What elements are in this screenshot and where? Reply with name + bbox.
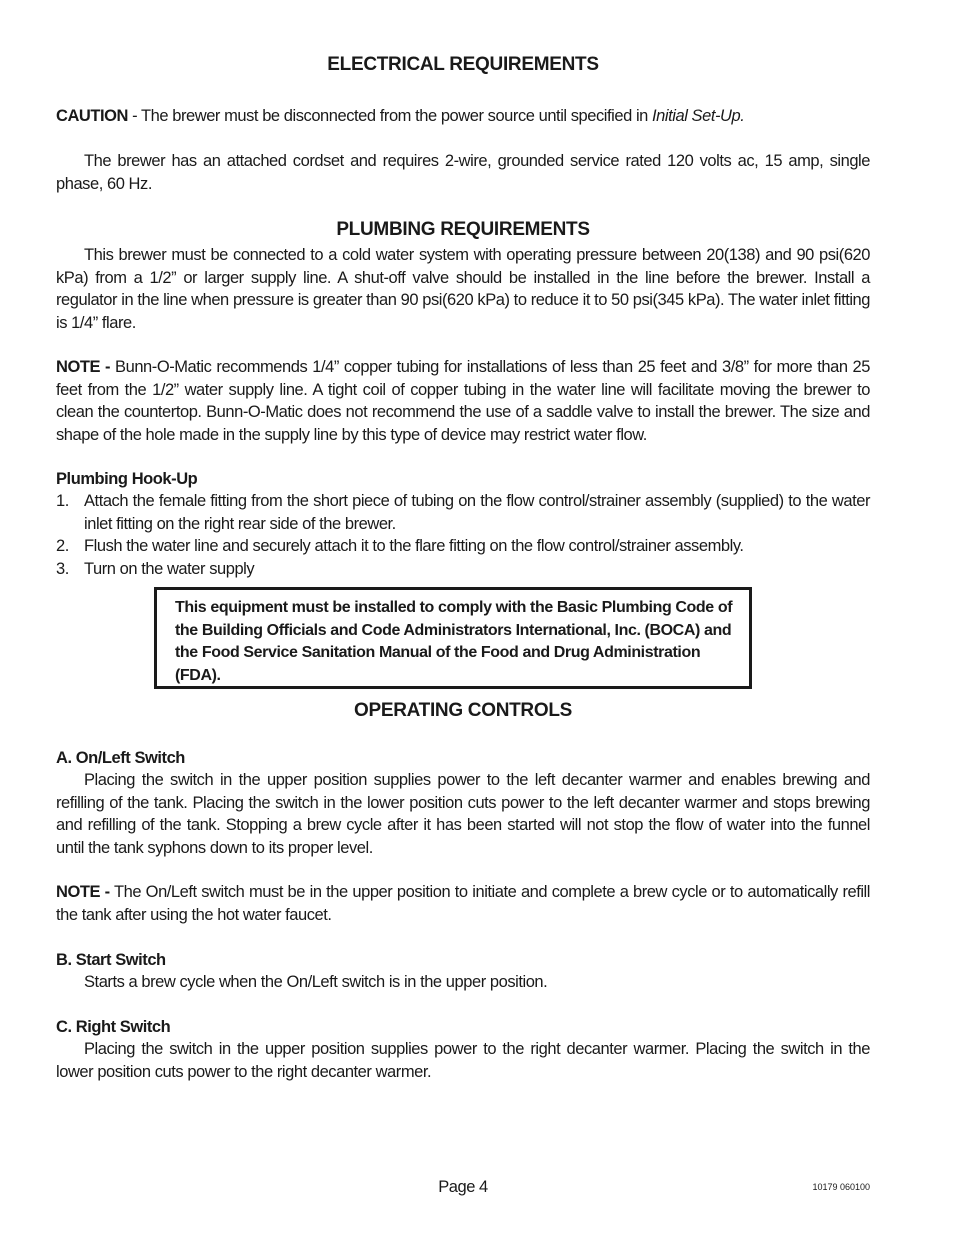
- controls-note-label: NOTE -: [56, 883, 110, 901]
- code-compliance-notice: This equipment must be installed to comply with the Basic Plumbing Code of the Building Officials and Code Administrators International, Inc. (BOCA) and the Food Service Sanitation Manual of the Food and Drug Administration (FDA).: [154, 587, 752, 689]
- controls-note: [56, 881, 870, 926]
- electrical-paragraph: The brewer has an attached cordset and requires 2-wire, grounded service rated 120 volts ac, 15 amp, single phase, 60 Hz.: [56, 152, 870, 193]
- plumbing-paragraph: This brewer must be connected to a cold water system with operating pressure between 20(138) and 90 psi(620 kPa) from a 1/2” or larger supply line. A shut-off valve should be installed in the line before the brewer. Install a regulator in the line when pressure is greater than 90 psi(620 kPa) to reduce it to 50 psi(345 kPa). The water inlet fitting is 1/4” flare.: [56, 246, 870, 332]
- hookup-steps: [56, 490, 870, 580]
- caution-text: - The brewer must be disconnected from the power source until specified in: [128, 107, 653, 125]
- caution-reference: Initial Set-Up.: [652, 107, 745, 125]
- step-number: 1.: [56, 492, 69, 510]
- caution-paragraph: [56, 105, 870, 128]
- list-item: [56, 535, 870, 558]
- step-text: Flush the water line and securely attach it to the flare fitting on the flow control/strainer assembly.: [84, 537, 744, 555]
- electrical-heading: ELECTRICAL REQUIREMENTS: [327, 54, 599, 75]
- step-text: Attach the female fitting from the short piece of tubing on the flow control/strainer assembly (supplied) to the water inlet fitting on the right rear side of the brewer.: [84, 492, 870, 533]
- controls-heading: OPERATING CONTROLS: [353, 700, 573, 721]
- on-left-switch-heading: A. On/Left Switch: [56, 749, 185, 767]
- on-left-switch-text: Placing the switch in the upper position supplies power to the left decanter warmer and enables brewing and refilling of the tank. Placing the switch in the lower position cuts power to the left decanter warmer and stops brewing and refilling of the tank. Stopping a brew cycle after it has been started will not stop the flow of water into the funnel until the tank syphons down to its proper level.: [56, 771, 870, 857]
- hookup-heading: Plumbing Hook-Up: [56, 470, 198, 488]
- page-number: Page 4: [438, 1178, 488, 1196]
- plumbing-note-text: Bunn-O-Matic recommends 1/4” copper tubing for installations of less than 25 feet and 3/8” for more than 25 feet from the 1/2” water supply line. A tight coil of copper tubing in the water line will facilitate moving the brewer to clean the countertop. Bunn-O-Matic does not recommend the use of a saddle valve to install the brewer. The size and shape of the hole made in the supply line by this type of device may restrict water flow.: [56, 358, 870, 444]
- controls-note-text: The On/Left switch must be in the upper position to initiate and complete a brew cycle or to automatically refill the tank after using the hot water faucet.: [56, 883, 870, 924]
- document-code: 10179 060100: [812, 1182, 870, 1192]
- right-switch-heading: C. Right Switch: [56, 1018, 171, 1036]
- plumbing-heading: PLUMBING REQUIREMENTS: [336, 219, 590, 240]
- step-number: 3.: [56, 559, 69, 578]
- list-item: [56, 558, 870, 581]
- step-number: 2.: [56, 537, 69, 555]
- plumbing-note: [56, 356, 870, 446]
- start-switch-text: Starts a brew cycle when the On/Left switch is in the upper position.: [84, 973, 548, 991]
- right-switch-text: Placing the switch in the upper position supplies power to the right decanter warmer. Placing the switch in the lower position cuts power to the right decanter warmer.: [56, 1040, 870, 1081]
- start-switch-heading: B. Start Switch: [56, 951, 166, 969]
- list-item: [56, 490, 870, 535]
- caution-label: CAUTION: [56, 107, 129, 125]
- plumbing-note-label: NOTE -: [56, 358, 111, 376]
- step-text: Turn on the water supply: [84, 559, 255, 578]
